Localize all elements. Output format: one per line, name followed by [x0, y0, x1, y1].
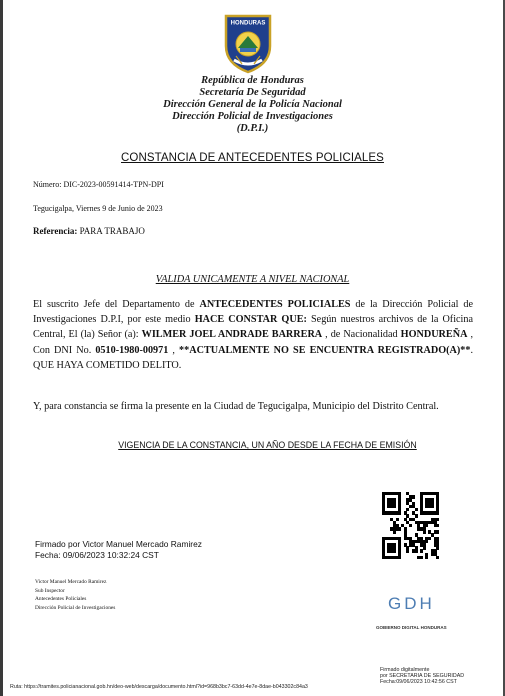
qr-module	[415, 549, 418, 552]
digital-line-3: Fecha:09/06/2023 10:42:56 CST	[380, 678, 457, 685]
p1-hace-constar: HACE CONSTAR QUE:	[194, 314, 307, 326]
digital-line-1: Firmado digitalmente	[380, 667, 430, 673]
qr-module	[425, 556, 428, 559]
qr-module	[420, 556, 423, 559]
signer-department: Antecedentes Policiales	[35, 596, 87, 603]
qr-module	[436, 524, 439, 527]
qr-module	[415, 514, 418, 517]
qr-module	[398, 556, 401, 559]
p1-text-g: , Con DNI No.	[33, 329, 473, 356]
document-number	[33, 180, 164, 189]
header-line-direction: Dirección General de la Policía Nacional	[163, 99, 342, 110]
header-line-dpi: Dirección Policial de Investigaciones	[172, 111, 333, 122]
number-label: Número:	[33, 180, 62, 189]
emblem-text: HONDURAS	[230, 20, 266, 27]
qr-module	[423, 546, 426, 549]
signer-details	[35, 578, 115, 612]
qr-module	[423, 530, 426, 533]
p1-text-f: , de Nacionalidad	[322, 329, 401, 341]
qr-module	[431, 505, 434, 508]
place-date: Tegucigalpa, Viernes 9 de Junio de 2023	[33, 204, 163, 213]
body-paragraph-2: Y, para constancia se firma la presente en la Ciudad de Tegucigalpa, Municipio del Distrito Central.	[33, 401, 439, 412]
qr-code	[382, 492, 439, 559]
p1-text-i: . QUE HAYA COMETIDO DELITO.	[33, 344, 473, 371]
qr-module	[393, 549, 396, 552]
signature-date: Fecha: 09/06/2023 10:32:24 CST	[35, 549, 159, 560]
police-emblem-icon	[222, 12, 274, 74]
qr-module	[436, 530, 439, 533]
p1-text-c: de la Dirección Policial de Investigaciones D.P.I, por este medio	[33, 299, 473, 326]
gdh-subtitle: GOBIERNO DIGITAL HONDURAS	[376, 625, 447, 630]
qr-module	[393, 530, 396, 533]
digital-line-2: por SECRETARIA DE SEGURIDAD	[380, 672, 465, 679]
p1-text-a: El suscrito Jefe del Departamento de	[33, 299, 200, 310]
signer-rank: Sub Inspector	[35, 587, 65, 594]
header-line-republic: República de Honduras	[201, 75, 304, 86]
footer-url: Ruta: https://tramites.policianacional.gob.hn/deo-web/descarga/documento.html?id=968b3bc7-63dd-4e7e-8dae-b043302c84a3	[10, 684, 308, 690]
qr-module	[436, 556, 439, 559]
reference	[33, 226, 145, 236]
body-paragraph-1	[33, 297, 473, 373]
qr-module	[406, 549, 409, 552]
p1-text-e: Según nuestros archivos de la Oficina Central, El (la) Señor (a):	[33, 314, 473, 341]
qr-module	[436, 518, 439, 521]
p1-nationality: HONDUREÑA	[400, 329, 468, 341]
p1-person-name: WILMER JOEL ANDRADE BARRERA	[141, 329, 323, 341]
reference-value: PARA TRABAJO	[79, 226, 145, 236]
qr-module	[425, 524, 428, 527]
digital-signature-stamp	[380, 668, 464, 685]
signer-name: Victor Manuel Mercado Ramirez	[35, 579, 107, 585]
reference-label: Referencia:	[33, 226, 78, 236]
qr-module	[425, 540, 428, 543]
qr-module	[396, 518, 399, 521]
qr-module	[428, 537, 431, 540]
p1-dni: 0510-1980-00971	[95, 344, 169, 356]
p1-dept-name: ANTECEDENTES POLICIALES	[199, 299, 351, 310]
signer-division: Dirección Policial de Investigaciones	[35, 604, 116, 611]
qr-module	[398, 511, 401, 514]
signed-by: Firmado por Victor Manuel Mercado Ramirez	[35, 539, 202, 549]
qr-module	[412, 495, 415, 498]
qr-module	[436, 511, 439, 514]
document-title: CONSTANCIA DE ANTECEDENTES POLICIALES	[121, 152, 384, 164]
header-line-ministry: Secretaría De Seguridad	[199, 87, 306, 98]
header-line-dpi-abbr: (D.P.I.)	[236, 123, 269, 134]
p1-status: **ACTUALMENTE NO SE ENCUENTRA REGISTRADO(A)**	[179, 344, 471, 356]
qr-module	[415, 508, 418, 511]
validity-heading: VALIDA UNICAMENTE A NIVEL NACIONAL	[155, 274, 350, 285]
qr-module	[420, 549, 423, 552]
number-value: DIC-2023-00591414-TPN-DPI	[63, 180, 164, 189]
signature-block	[35, 539, 202, 560]
qr-module	[398, 527, 401, 530]
gdh-logo: GDH	[388, 594, 435, 613]
qr-module	[393, 505, 396, 508]
p1-text-h: ,	[168, 344, 180, 356]
validity-period: VIGENCIA DE LA CONSTANCIA, UN AÑO DESDE LA FECHA DE EMISIÓN	[118, 440, 417, 450]
qr-module	[406, 508, 409, 511]
qr-module	[409, 524, 412, 527]
qr-module	[436, 546, 439, 549]
